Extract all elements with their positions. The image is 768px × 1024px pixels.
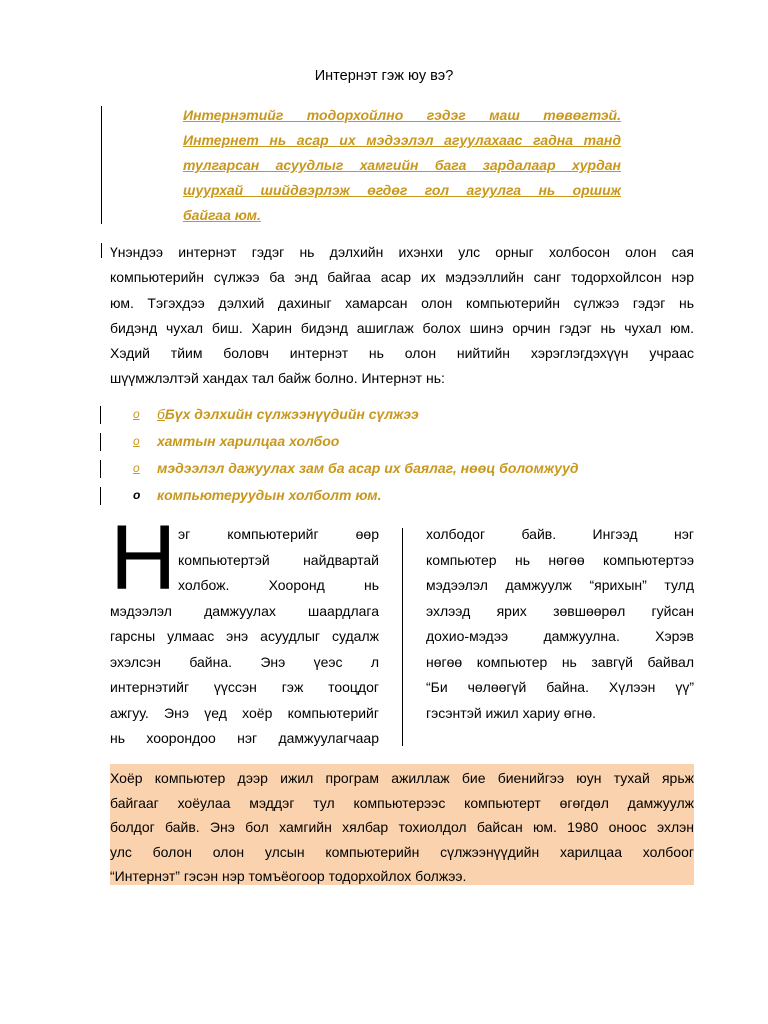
bullet-icon: o xyxy=(133,488,141,502)
list-side-bar xyxy=(100,433,101,451)
paragraph-line: байгааг хоёулаа мэддэг тул компьютерээс компьютерт өгөгдөл дамжуулж xyxy=(110,794,694,811)
column-line: эхэлсэн байна. Энэ үеэс л xyxy=(110,653,379,670)
column-line: гарсны улмаас энэ асуудлыг судалж xyxy=(110,628,379,644)
column-line: мэдээлэл дамжуулж “ярихын” тулд xyxy=(426,577,694,593)
paragraph-line: болдог байв. Энэ бол хамгийн хялбар тохиолдол байсан юм. 1980 оноос эхлэн xyxy=(110,819,694,835)
paragraph-side-bar xyxy=(101,243,102,258)
list-item xyxy=(100,403,700,430)
paragraph-line: улс болон олон улсын компьютерийн сүлжээнүүдийн харилцаа холбоог xyxy=(110,843,694,860)
paragraph-line: юм. Тэгэхдээ дэлхий дахиныг хамарсан олон компьютерийн сүлжээ гэдэг нь xyxy=(110,294,694,311)
column-line: холбодог байв. Ингээд нэг xyxy=(426,526,694,542)
bullet-icon: o xyxy=(133,407,140,421)
list-item-prefix: б xyxy=(157,406,165,422)
paragraph-line: Үнэндээ интернэт гэдэг нь дэлхийн ихэнхи улс орныг холбосон олон сая xyxy=(110,244,694,260)
paragraph-line: Хоёр компьютер дээр ижил програм ажиллаж бие биенийгээ юун тухай ярьж xyxy=(110,770,694,786)
column-line: холбож. Хооронд нь xyxy=(178,577,379,593)
column-line: эг компьютерийг өөр xyxy=(178,526,379,542)
list-item xyxy=(100,484,700,511)
list-item xyxy=(100,457,700,484)
paragraph-line: шүүмжлэлтэй хандах тал байж болно. Интернэт нь: xyxy=(110,370,445,387)
column-line: “Би чөлөөгүй байна. Хүлээн үү” xyxy=(426,679,694,695)
right-column xyxy=(426,522,694,726)
column-line: мэдээлэл дамжуулах шаардлага xyxy=(110,602,379,619)
quote-line: тулгарсан асуудлыг хамгийн бага зардалаар хурдан xyxy=(183,157,621,173)
list-item-text: хамтын харилцаа холбоо xyxy=(157,433,340,449)
quote-line: шуурхай шийдвэрлэж өгдөг гол агуулга нь оршиж xyxy=(183,182,621,198)
bullet-icon: o xyxy=(133,434,140,448)
list-item-text: компьютеруудын холболт юм. xyxy=(157,487,382,503)
column-line: интернэтийг үүссэн гэж тооцдог xyxy=(110,679,379,695)
column-divider xyxy=(402,528,403,746)
column-line: нөгөө компьютер нь завгүй байвал xyxy=(426,653,694,670)
bullet-icon: o xyxy=(133,461,140,475)
intro-quote xyxy=(183,103,621,228)
column-line: эхлээд ярих зөвшөөрөл гуйсан xyxy=(426,602,694,619)
list-item-text: мэдээлэл дажуулах зам ба асар их баялаг, нөөц боломжууд xyxy=(157,460,579,476)
list-item xyxy=(100,430,700,457)
column-line: компьютер нь нөгөө компьютертээ xyxy=(426,551,694,568)
paragraph-line: бидэнд чухал биш. Харин бидэнд ашиглаж болох шинэ орчин гэдэг нь чухал юм. xyxy=(110,319,694,336)
left-column xyxy=(110,522,379,752)
bullet-list xyxy=(100,403,700,511)
page-title: Интернэт гэж юу вэ? xyxy=(314,68,454,84)
quote-line: байгаа юм. xyxy=(183,207,261,223)
paragraph-line: компьютерийн сүлжээ ба энд байгаа асар их мэдээллийн санг тодорхойлсон нэр xyxy=(110,269,694,286)
highlighted-paragraph xyxy=(110,766,694,889)
column-line: компьютертэй найдвартай xyxy=(178,551,379,568)
column-line: ажгуу. Энэ үед хоёр компьютерийг xyxy=(110,704,379,721)
paragraph-line: “Интернэт” гэсэн нэр томъёогоор тодорхойлох болжээ. xyxy=(110,868,467,884)
column-line: гэсэнтэй ижил хариу өгнө. xyxy=(426,704,597,721)
list-side-bar xyxy=(100,406,101,424)
list-side-bar xyxy=(100,460,101,478)
list-item-text: Бүх дэлхийн сүлжээнүүдийн сүлжээ xyxy=(164,406,419,422)
list-side-bar xyxy=(100,487,101,505)
drop-cap: Н xyxy=(110,507,177,609)
quote-line: Интернэтийг тодорхойлно гэдэг маш төвөгтэй. xyxy=(183,107,621,123)
column-line: нь хоорондоо нэг дамжуулагчаар xyxy=(110,730,379,746)
column-line: дохио-мэдээ дамжуулна. Хэрэв xyxy=(426,628,694,644)
quote-side-bar xyxy=(101,106,102,224)
intro-paragraph xyxy=(110,240,694,392)
paragraph-line: Хэдий тйим боловч интернэт нь олон нийтийн хэрэглэгдэхүүн учраас xyxy=(110,345,694,362)
quote-line: Интернет нь асар их мэдээлэл агуулахаас гадна танд xyxy=(183,132,621,148)
